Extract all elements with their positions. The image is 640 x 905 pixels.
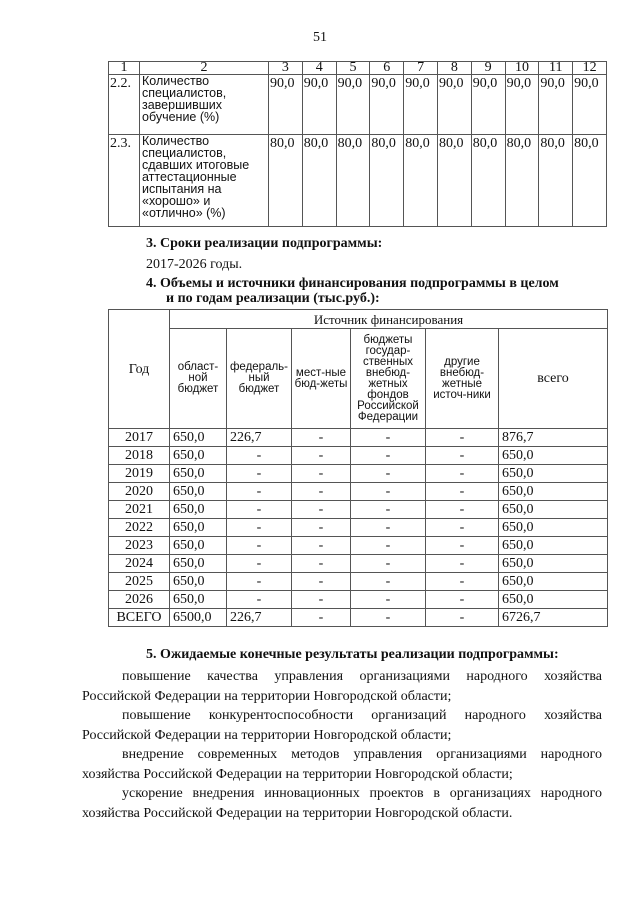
local-cell: -	[292, 447, 351, 465]
regional-cell: 650,0	[170, 501, 227, 519]
value-cell: 80,0	[404, 135, 438, 227]
funding-header-row	[109, 310, 608, 329]
total-cell: 650,0	[499, 447, 608, 465]
local-cell: -	[292, 555, 351, 573]
other-cell: -	[426, 609, 499, 627]
value-cell: 80,0	[302, 135, 336, 227]
federal-cell: -	[227, 519, 292, 537]
funds-cell: -	[351, 609, 426, 627]
indicators-table	[108, 61, 607, 227]
header-cell: 12	[573, 62, 607, 75]
year-cell: 2026	[109, 591, 170, 609]
value-cell: 80,0	[437, 135, 471, 227]
local-cell: -	[292, 483, 351, 501]
row-number: 2.2.	[109, 75, 140, 135]
value-cell: 90,0	[471, 75, 505, 135]
year-cell: 2018	[109, 447, 170, 465]
funds-cell: -	[351, 573, 426, 591]
source-header: Источник финансирования	[170, 310, 608, 329]
regional-cell: 650,0	[170, 573, 227, 591]
regional-cell: 650,0	[170, 429, 227, 447]
header-cell: 10	[505, 62, 539, 75]
value-cell: 90,0	[505, 75, 539, 135]
regional-cell: 650,0	[170, 555, 227, 573]
header-cell: 6	[370, 62, 404, 75]
year-cell: 2021	[109, 501, 170, 519]
header-cell: 4	[302, 62, 336, 75]
col-total: всего	[499, 329, 608, 429]
local-cell: -	[292, 609, 351, 627]
col-regional: област-ной бюджет	[170, 329, 227, 429]
result-item: ускорение внедрения инновационных проектов в организациях народного хозяйства Российской Федерации на территории Новгородской области.	[82, 786, 602, 821]
value-cell: 90,0	[437, 75, 471, 135]
row-number: 2.3.	[109, 135, 140, 227]
other-cell: -	[426, 501, 499, 519]
total-cell: 650,0	[499, 483, 608, 501]
year-cell: ВСЕГО	[109, 609, 170, 627]
local-cell: -	[292, 519, 351, 537]
funding-row	[109, 465, 608, 483]
funding-subheader-row	[109, 329, 608, 429]
funding-row	[109, 429, 608, 447]
total-cell: 650,0	[499, 501, 608, 519]
regional-cell: 650,0	[170, 483, 227, 501]
funding-row	[109, 483, 608, 501]
value-cell: 90,0	[302, 75, 336, 135]
other-cell: -	[426, 447, 499, 465]
federal-cell: -	[227, 483, 292, 501]
total-cell: 650,0	[499, 555, 608, 573]
value-cell: 80,0	[336, 135, 370, 227]
regional-cell: 650,0	[170, 537, 227, 555]
table-header-row	[109, 62, 607, 75]
other-cell: -	[426, 519, 499, 537]
funds-cell: -	[351, 519, 426, 537]
local-cell: -	[292, 501, 351, 519]
funding-row	[109, 519, 608, 537]
header-cell: 1	[109, 62, 140, 75]
funding-row	[109, 573, 608, 591]
funding-row	[109, 501, 608, 519]
result-item: внедрение современных методов управления организациями народного хозяйства Российской Федерации на территории Новгородской области;	[82, 747, 602, 782]
year-cell: 2022	[109, 519, 170, 537]
year-cell: 2025	[109, 573, 170, 591]
value-cell: 90,0	[404, 75, 438, 135]
result-item: повышение качества управления организациями народного хозяйства Российской Федерации на территории Новгородской области;	[82, 669, 602, 704]
year-header: Год	[109, 310, 170, 429]
value-cell: 80,0	[573, 135, 607, 227]
section-5-title: 5. Ожидаемые конечные результаты реализации подпрограммы:	[146, 647, 559, 662]
other-cell: -	[426, 483, 499, 501]
funds-cell: -	[351, 537, 426, 555]
other-cell: -	[426, 591, 499, 609]
result-item: повышение конкурентоспособности организаций народного хозяйства Российской Федерации на территории Новгородской области;	[82, 708, 602, 743]
section-5-list	[82, 667, 602, 823]
col-funds: бюджеты государ-ственных внебюд-жетных фондов Российской Федерации	[351, 329, 426, 429]
local-cell: -	[292, 465, 351, 483]
funding-table	[108, 309, 608, 627]
regional-cell: 6500,0	[170, 609, 227, 627]
col-federal: федераль-ный бюджет	[227, 329, 292, 429]
table-row	[109, 75, 607, 135]
other-cell: -	[426, 465, 499, 483]
total-cell: 650,0	[499, 591, 608, 609]
value-cell: 90,0	[370, 75, 404, 135]
federal-cell: -	[227, 591, 292, 609]
other-cell: -	[426, 573, 499, 591]
local-cell: -	[292, 429, 351, 447]
funding-row	[109, 537, 608, 555]
value-cell: 90,0	[539, 75, 573, 135]
header-cell: 8	[437, 62, 471, 75]
value-cell: 80,0	[471, 135, 505, 227]
federal-cell: -	[227, 573, 292, 591]
total-cell: 650,0	[499, 519, 608, 537]
row-description: Количество специалистов, сдавших итоговые аттестационные испытания на «хорошо» и «отлично» (%)	[140, 135, 269, 227]
section-3-text: 2017-2026 годы.	[146, 257, 243, 272]
total-cell: 876,7	[499, 429, 608, 447]
section-4-title-line2: и по годам реализации (тыс.руб.):	[166, 291, 380, 306]
other-cell: -	[426, 429, 499, 447]
value-cell: 90,0	[573, 75, 607, 135]
section-3-title: 3. Сроки реализации подпрограммы:	[146, 236, 383, 251]
total-cell: 650,0	[499, 465, 608, 483]
funds-cell: -	[351, 555, 426, 573]
page-number: 51	[313, 30, 327, 45]
funds-cell: -	[351, 429, 426, 447]
header-cell: 7	[404, 62, 438, 75]
funding-row	[109, 447, 608, 465]
funds-cell: -	[351, 465, 426, 483]
federal-cell: -	[227, 465, 292, 483]
year-cell: 2019	[109, 465, 170, 483]
value-cell: 90,0	[336, 75, 370, 135]
local-cell: -	[292, 591, 351, 609]
table-row	[109, 135, 607, 227]
value-cell: 90,0	[269, 75, 303, 135]
value-cell: 80,0	[370, 135, 404, 227]
funding-row	[109, 591, 608, 609]
year-cell: 2020	[109, 483, 170, 501]
funds-cell: -	[351, 501, 426, 519]
funding-row	[109, 555, 608, 573]
regional-cell: 650,0	[170, 465, 227, 483]
col-local: мест-ные бюд-жеты	[292, 329, 351, 429]
value-cell: 80,0	[539, 135, 573, 227]
section-4-title-line1: 4. Объемы и источники финансирования подпрограммы в целом	[146, 276, 559, 291]
regional-cell: 650,0	[170, 519, 227, 537]
federal-cell: -	[227, 537, 292, 555]
total-cell: 6726,7	[499, 609, 608, 627]
value-cell: 80,0	[269, 135, 303, 227]
funding-row	[109, 609, 608, 627]
header-cell: 2	[140, 62, 269, 75]
value-cell: 80,0	[505, 135, 539, 227]
total-cell: 650,0	[499, 573, 608, 591]
federal-cell: -	[227, 447, 292, 465]
header-cell: 11	[539, 62, 573, 75]
federal-cell: 226,7	[227, 609, 292, 627]
section-4-title	[146, 276, 559, 306]
local-cell: -	[292, 573, 351, 591]
header-cell: 9	[471, 62, 505, 75]
col-other: другие внебюд-жетные источ-ники	[426, 329, 499, 429]
regional-cell: 650,0	[170, 447, 227, 465]
federal-cell: 226,7	[227, 429, 292, 447]
federal-cell: -	[227, 501, 292, 519]
header-cell: 5	[336, 62, 370, 75]
funds-cell: -	[351, 447, 426, 465]
federal-cell: -	[227, 555, 292, 573]
row-description: Количество специалистов, завершивших обучение (%)	[140, 75, 269, 135]
year-cell: 2017	[109, 429, 170, 447]
year-cell: 2023	[109, 537, 170, 555]
other-cell: -	[426, 537, 499, 555]
funds-cell: -	[351, 483, 426, 501]
other-cell: -	[426, 555, 499, 573]
regional-cell: 650,0	[170, 591, 227, 609]
total-cell: 650,0	[499, 537, 608, 555]
header-cell: 3	[269, 62, 303, 75]
local-cell: -	[292, 537, 351, 555]
funds-cell: -	[351, 591, 426, 609]
year-cell: 2024	[109, 555, 170, 573]
